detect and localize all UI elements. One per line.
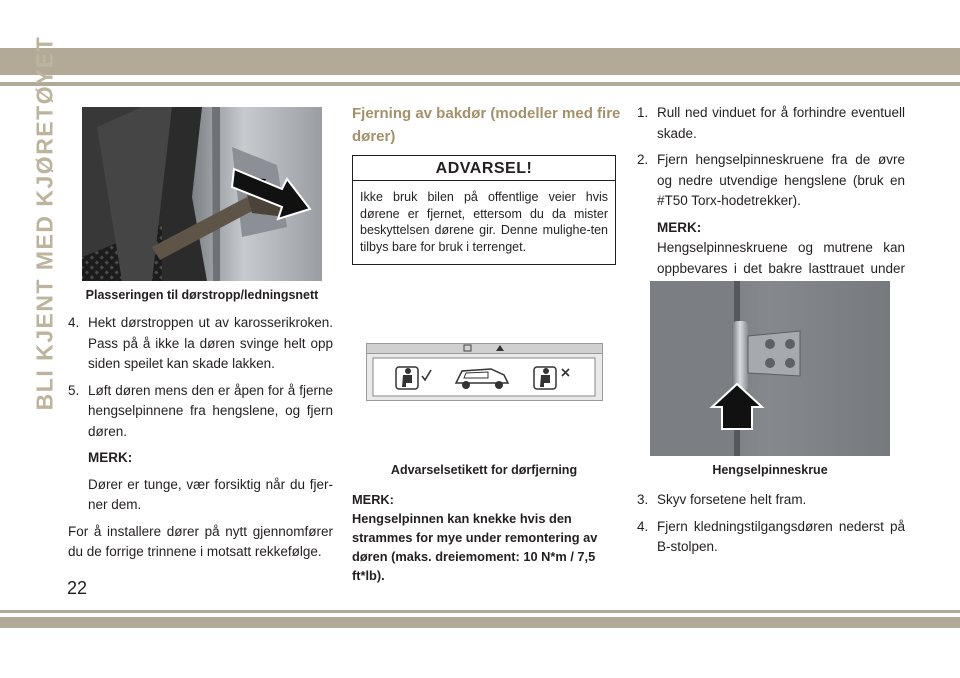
list-item: 4. Fjern kledningstilgangsdøren nederst på B-stolpen.	[637, 518, 905, 554]
header-rule	[0, 82, 960, 86]
warning-title: ADVARSEL!	[353, 156, 615, 181]
warning-label-illustration	[366, 343, 603, 401]
footer-rule	[0, 610, 960, 613]
hinge-illustration	[650, 281, 890, 456]
header-band	[0, 48, 960, 75]
list-item: 3. Skyv forsetene helt fram.	[637, 492, 807, 507]
note-text: Hengselpinneskruene og mutrene kan oppbevares i det bakre lasttrauet under	[657, 240, 905, 276]
note-label: MERK:	[352, 492, 394, 507]
note-label: MERK:	[657, 219, 702, 235]
closing-text: For å installere dører på nytt gjennomfører du de forrige trinnene i motsatt rekkefølge.	[68, 523, 333, 559]
right-column-text-bottom	[637, 490, 905, 564]
hinge-pin-screw-photo	[650, 281, 890, 456]
door-strap-illustration	[82, 107, 322, 281]
note-text: Hengselpinnen kan knekke hvis den strammes for mye under remontering av døren (maks. dreiemoment: 10 N*m / 7,5 ft*lb).	[352, 511, 598, 583]
page-number: 22	[67, 578, 88, 598]
list-item: 1. Rull ned vinduet for å forhindre eventuell skade.	[637, 105, 905, 141]
figure-caption-warning-label: Advarselsetikett for dørfjerning	[390, 463, 578, 477]
figure-caption-hinge-screw: Hengselpinneskrue	[712, 463, 828, 477]
warning-box	[352, 155, 616, 265]
note-label: MERK:	[88, 450, 133, 465]
left-column-text	[68, 313, 333, 563]
footer-band	[0, 617, 960, 628]
list-item: 4. Hekt dørstroppen ut av karosserikroken. Pass på å ikke la døren svinge helt opp siden speilet kan skade lakken.	[68, 315, 333, 371]
list-item: 2. Fjern hengselpinneskruene fra de øvre og nedre utvendige hengslene (bruk en #T50 Torx-hodetrekker).	[637, 152, 905, 208]
door-strap-photo	[82, 107, 322, 281]
middle-note	[352, 490, 620, 585]
chapter-title: BLI KJENT MED KJØRETØYET	[31, 35, 58, 411]
list-item: 5. Løft døren mens den er åpen for å fjerne hengselpinnene fra hengslene, og fjern døren.	[68, 382, 333, 439]
note-text: Dører er tunge, vær forsiktig når du fjer-ner dem.	[88, 476, 333, 512]
warning-text: Ikke bruk bilen på offentlige veier hvis dørene er fjernet, ettersom du da mister beskyttelsen dørene gir. Denne mulighe-ten tilbys bare for bruk i terrenget.	[360, 190, 608, 254]
right-column-text-top	[637, 103, 905, 300]
warning-label-figure	[366, 343, 603, 401]
section-title: Fjerning av bakdør (modeller med fire dører)	[352, 105, 621, 145]
chapter-sidebar	[30, 35, 60, 411]
figure-caption-door-strap: Plasseringen til dørstropp/ledningsnett	[85, 288, 319, 302]
